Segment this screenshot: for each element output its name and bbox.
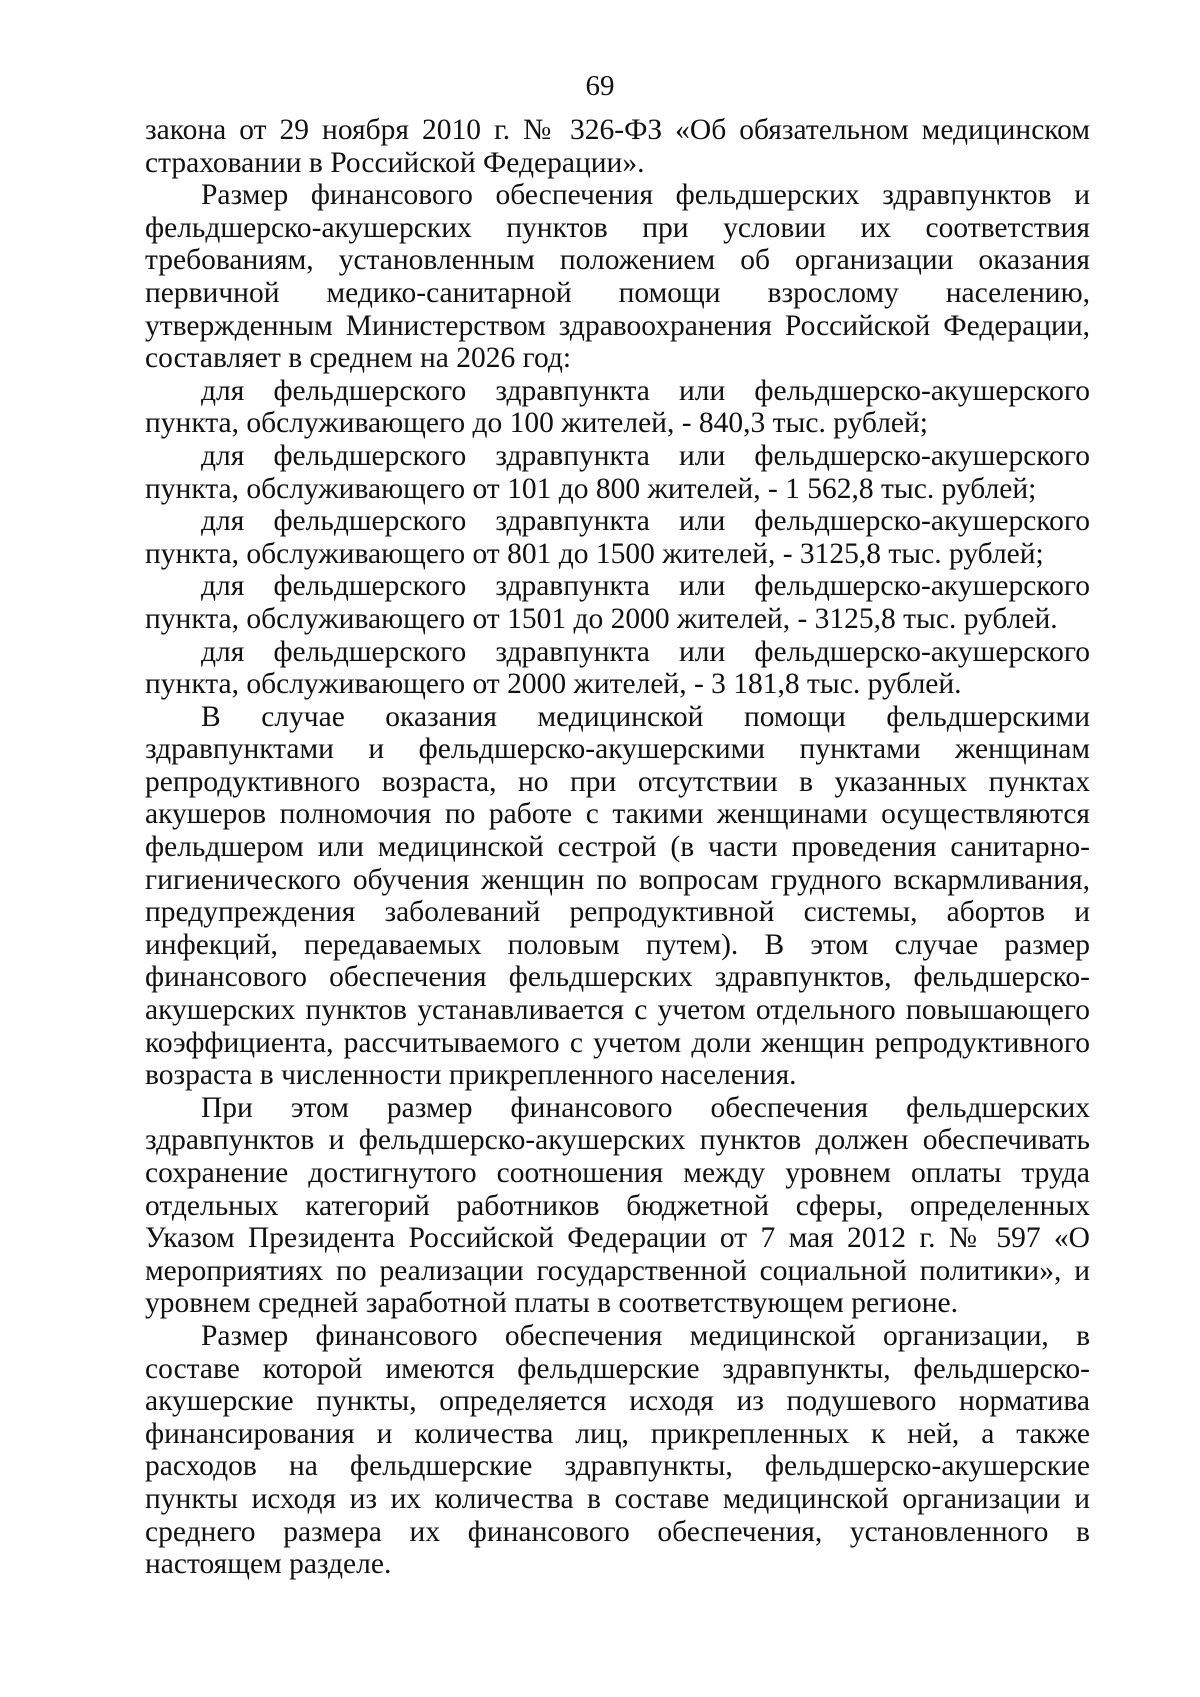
paragraph-funding-up-to-100: для фельдшерского здравпункта или фельдшерско-акушерского пункта, обслуживающего до 100 жителей, - 840,3 тыс. рублей; xyxy=(145,374,1090,440)
paragraph-funding-101-800: для фельдшерского здравпункта или фельдшерско-акушерского пункта, обслуживающего от 101 до 800 жителей, - 1 562,8 тыс. рублей; xyxy=(145,439,1090,505)
paragraph-funding-size-intro: Размер финансового обеспечения фельдшерских здравпунктов и фельдшерско-акушерских пунктов при условии их соответствия требованиям, установленным положением об организации оказания первичной медико-санитарной помощи взрослому населению, утвержденным Министерством здравоохранения Российской Федерации, составляет в среднем на 2026 год: xyxy=(145,179,1090,375)
paragraph-funding-over-2000: для фельдшерского здравпункта или фельдшерско-акушерского пункта, обслуживающего от 2000 жителей, - 3 181,8 тыс. рублей. xyxy=(145,635,1090,701)
paragraph-organization-funding: Размер финансового обеспечения медицинской организации, в составе которой имеются фельдшерские здравпункты, фельдшерско-акушерские пункты, определяется исходя из подушевого норматива финансирования и количества лиц, прикрепленных к ней, а также расходов на фельдшерские здравпункты, фельдшерско-акушерские пункты исходя из их количества в составе медицинской организации и среднего размера их финансового обеспечения, установленного в настоящем разделе. xyxy=(145,1319,1090,1581)
document-body xyxy=(145,114,1090,1581)
paragraph-reproductive-age-women: В случае оказания медицинской помощи фельдшерскими здравпунктами и фельдшерско-акушерскими пунктами женщинам репродуктивного возраста, но при отсутствии в указанных пунктах акушеров полномочия по работе с такими женщинами осуществляются фельдшером или медицинской сестрой (в части проведения санитарно-гигиенического обучения женщин по вопросам грудного вскармливания, предупреждения заболеваний репродуктивной системы, абортов и инфекций, передаваемых половым путем). В этом случае размер финансового обеспечения фельдшерских здравпунктов, фельдшерско-акушерских пунктов устанавливается с учетом отдельного повышающего коэффициента, рассчитываемого с учетом доли женщин репродуктивного возраста в численности прикрепленного населения. xyxy=(145,700,1090,1092)
page-number: 69 xyxy=(585,70,615,102)
paragraph-law-reference-continuation: закона от 29 ноября 2010 г. № 326-ФЗ «Об обязательном медицинском страховании в Российской Федерации». xyxy=(145,114,1090,179)
paragraph-funding-801-1500: для фельдшерского здравпункта или фельдшерско-акушерского пункта, обслуживающего от 801 до 1500 жителей, - 3125,8 тыс. рублей; xyxy=(145,505,1090,570)
paragraph-funding-1501-2000: для фельдшерского здравпункта или фельдшерско-акушерского пункта, обслуживающего от 1501 до 2000 жителей, - 3125,8 тыс. рублей. xyxy=(145,570,1090,635)
paragraph-salary-ratio: При этом размер финансового обеспечения фельдшерских здравпунктов и фельдшерско-акушерских пунктов должен обеспечивать сохранение достигнутого соотношения между уровнем оплаты труда отдельных категорий работников бюджетной сферы, определенных Указом Президента Российской Федерации от 7 мая 2012 г. № 597 «О мероприятиях по реализации государственной социальной политики», и уровнем средней заработной платы в соответствующем регионе. xyxy=(145,1091,1090,1320)
